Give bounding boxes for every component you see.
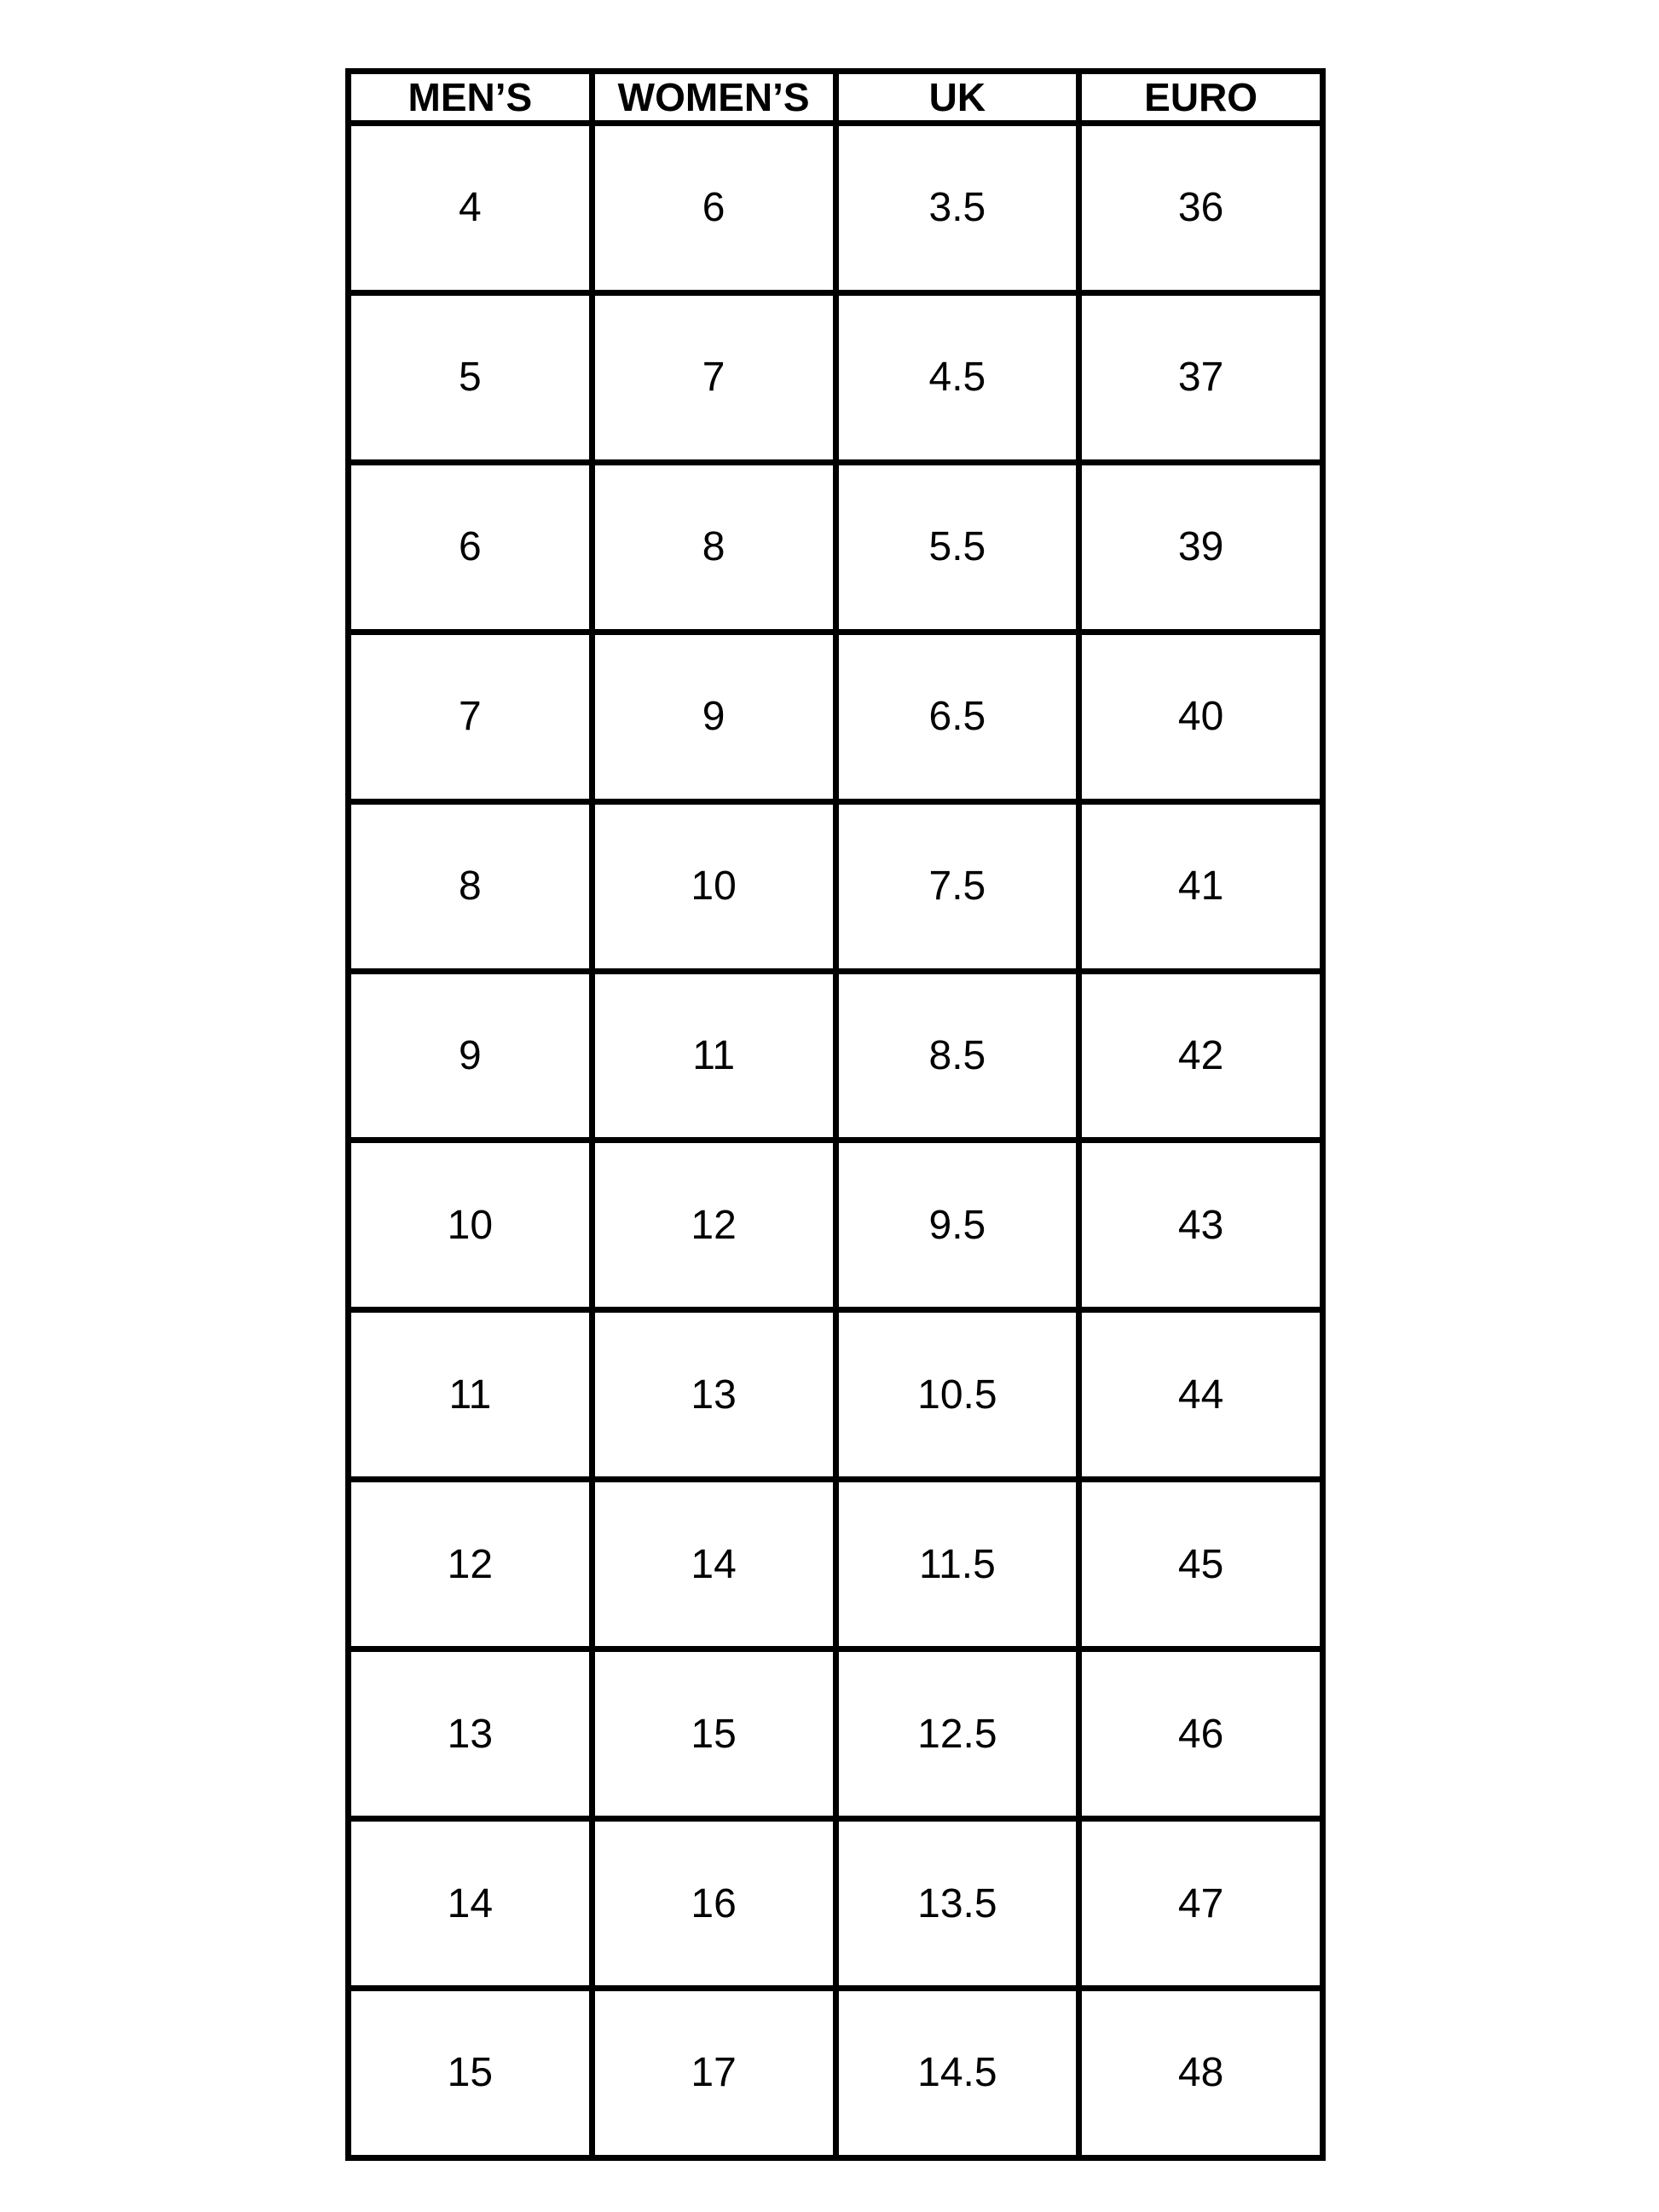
womens-size-cell: 11 <box>592 971 835 1141</box>
mens-size-cell: 9 <box>349 971 592 1141</box>
uk-size-cell: 7.5 <box>835 801 1079 971</box>
euro-size-cell: 36 <box>1079 124 1323 293</box>
euro-size-cell: 48 <box>1079 1988 1323 2157</box>
womens-size-cell: 14 <box>592 1480 835 1649</box>
mens-size-cell: 5 <box>349 292 592 462</box>
table-row <box>349 292 1323 462</box>
table-row <box>349 1310 1323 1480</box>
womens-size-cell: 8 <box>592 462 835 632</box>
mens-size-cell: 10 <box>349 1141 592 1310</box>
mens-size-cell: 4 <box>349 124 592 293</box>
table-row <box>349 1819 1323 1989</box>
uk-size-cell: 11.5 <box>835 1480 1079 1649</box>
table-body <box>349 124 1323 2158</box>
womens-size-cell: 13 <box>592 1310 835 1480</box>
mens-size-cell: 7 <box>349 632 592 801</box>
uk-size-cell: 14.5 <box>835 1988 1079 2157</box>
womens-size-cell: 6 <box>592 124 835 293</box>
table-row <box>349 1480 1323 1649</box>
mens-size-cell: 11 <box>349 1310 592 1480</box>
mens-size-cell: 14 <box>349 1819 592 1989</box>
uk-size-cell: 3.5 <box>835 124 1079 293</box>
womens-size-cell: 7 <box>592 292 835 462</box>
euro-size-cell: 45 <box>1079 1480 1323 1649</box>
uk-size-cell: 8.5 <box>835 971 1079 1141</box>
euro-size-cell: 41 <box>1079 801 1323 971</box>
womens-size-cell: 10 <box>592 801 835 971</box>
euro-size-cell: 40 <box>1079 632 1323 801</box>
size-conversion-table <box>345 68 1326 2161</box>
euro-size-cell: 44 <box>1079 1310 1323 1480</box>
table-row <box>349 1141 1323 1310</box>
euro-size-cell: 39 <box>1079 462 1323 632</box>
table-row <box>349 801 1323 971</box>
table-row <box>349 632 1323 801</box>
table-row <box>349 124 1323 293</box>
euro-size-cell: 43 <box>1079 1141 1323 1310</box>
table-row <box>349 462 1323 632</box>
womens-size-cell: 16 <box>592 1819 835 1989</box>
table-row <box>349 1649 1323 1819</box>
mens-size-cell: 12 <box>349 1480 592 1649</box>
uk-size-cell: 9.5 <box>835 1141 1079 1310</box>
mens-size-cell: 15 <box>349 1988 592 2157</box>
table-row <box>349 971 1323 1141</box>
euro-size-cell: 42 <box>1079 971 1323 1141</box>
header-womens: WOMEN’S <box>592 72 835 124</box>
mens-size-cell: 8 <box>349 801 592 971</box>
uk-size-cell: 5.5 <box>835 462 1079 632</box>
euro-size-cell: 37 <box>1079 292 1323 462</box>
uk-size-cell: 4.5 <box>835 292 1079 462</box>
womens-size-cell: 15 <box>592 1649 835 1819</box>
euro-size-cell: 46 <box>1079 1649 1323 1819</box>
uk-size-cell: 10.5 <box>835 1310 1079 1480</box>
header-euro: EURO <box>1079 72 1323 124</box>
womens-size-cell: 9 <box>592 632 835 801</box>
womens-size-cell: 17 <box>592 1988 835 2157</box>
euro-size-cell: 47 <box>1079 1819 1323 1989</box>
table-row <box>349 1988 1323 2157</box>
header-row <box>349 72 1323 124</box>
table-header <box>349 72 1323 124</box>
mens-size-cell: 13 <box>349 1649 592 1819</box>
header-uk: UK <box>835 72 1079 124</box>
mens-size-cell: 6 <box>349 462 592 632</box>
uk-size-cell: 13.5 <box>835 1819 1079 1989</box>
womens-size-cell: 12 <box>592 1141 835 1310</box>
header-mens: MEN’S <box>349 72 592 124</box>
uk-size-cell: 12.5 <box>835 1649 1079 1819</box>
uk-size-cell: 6.5 <box>835 632 1079 801</box>
